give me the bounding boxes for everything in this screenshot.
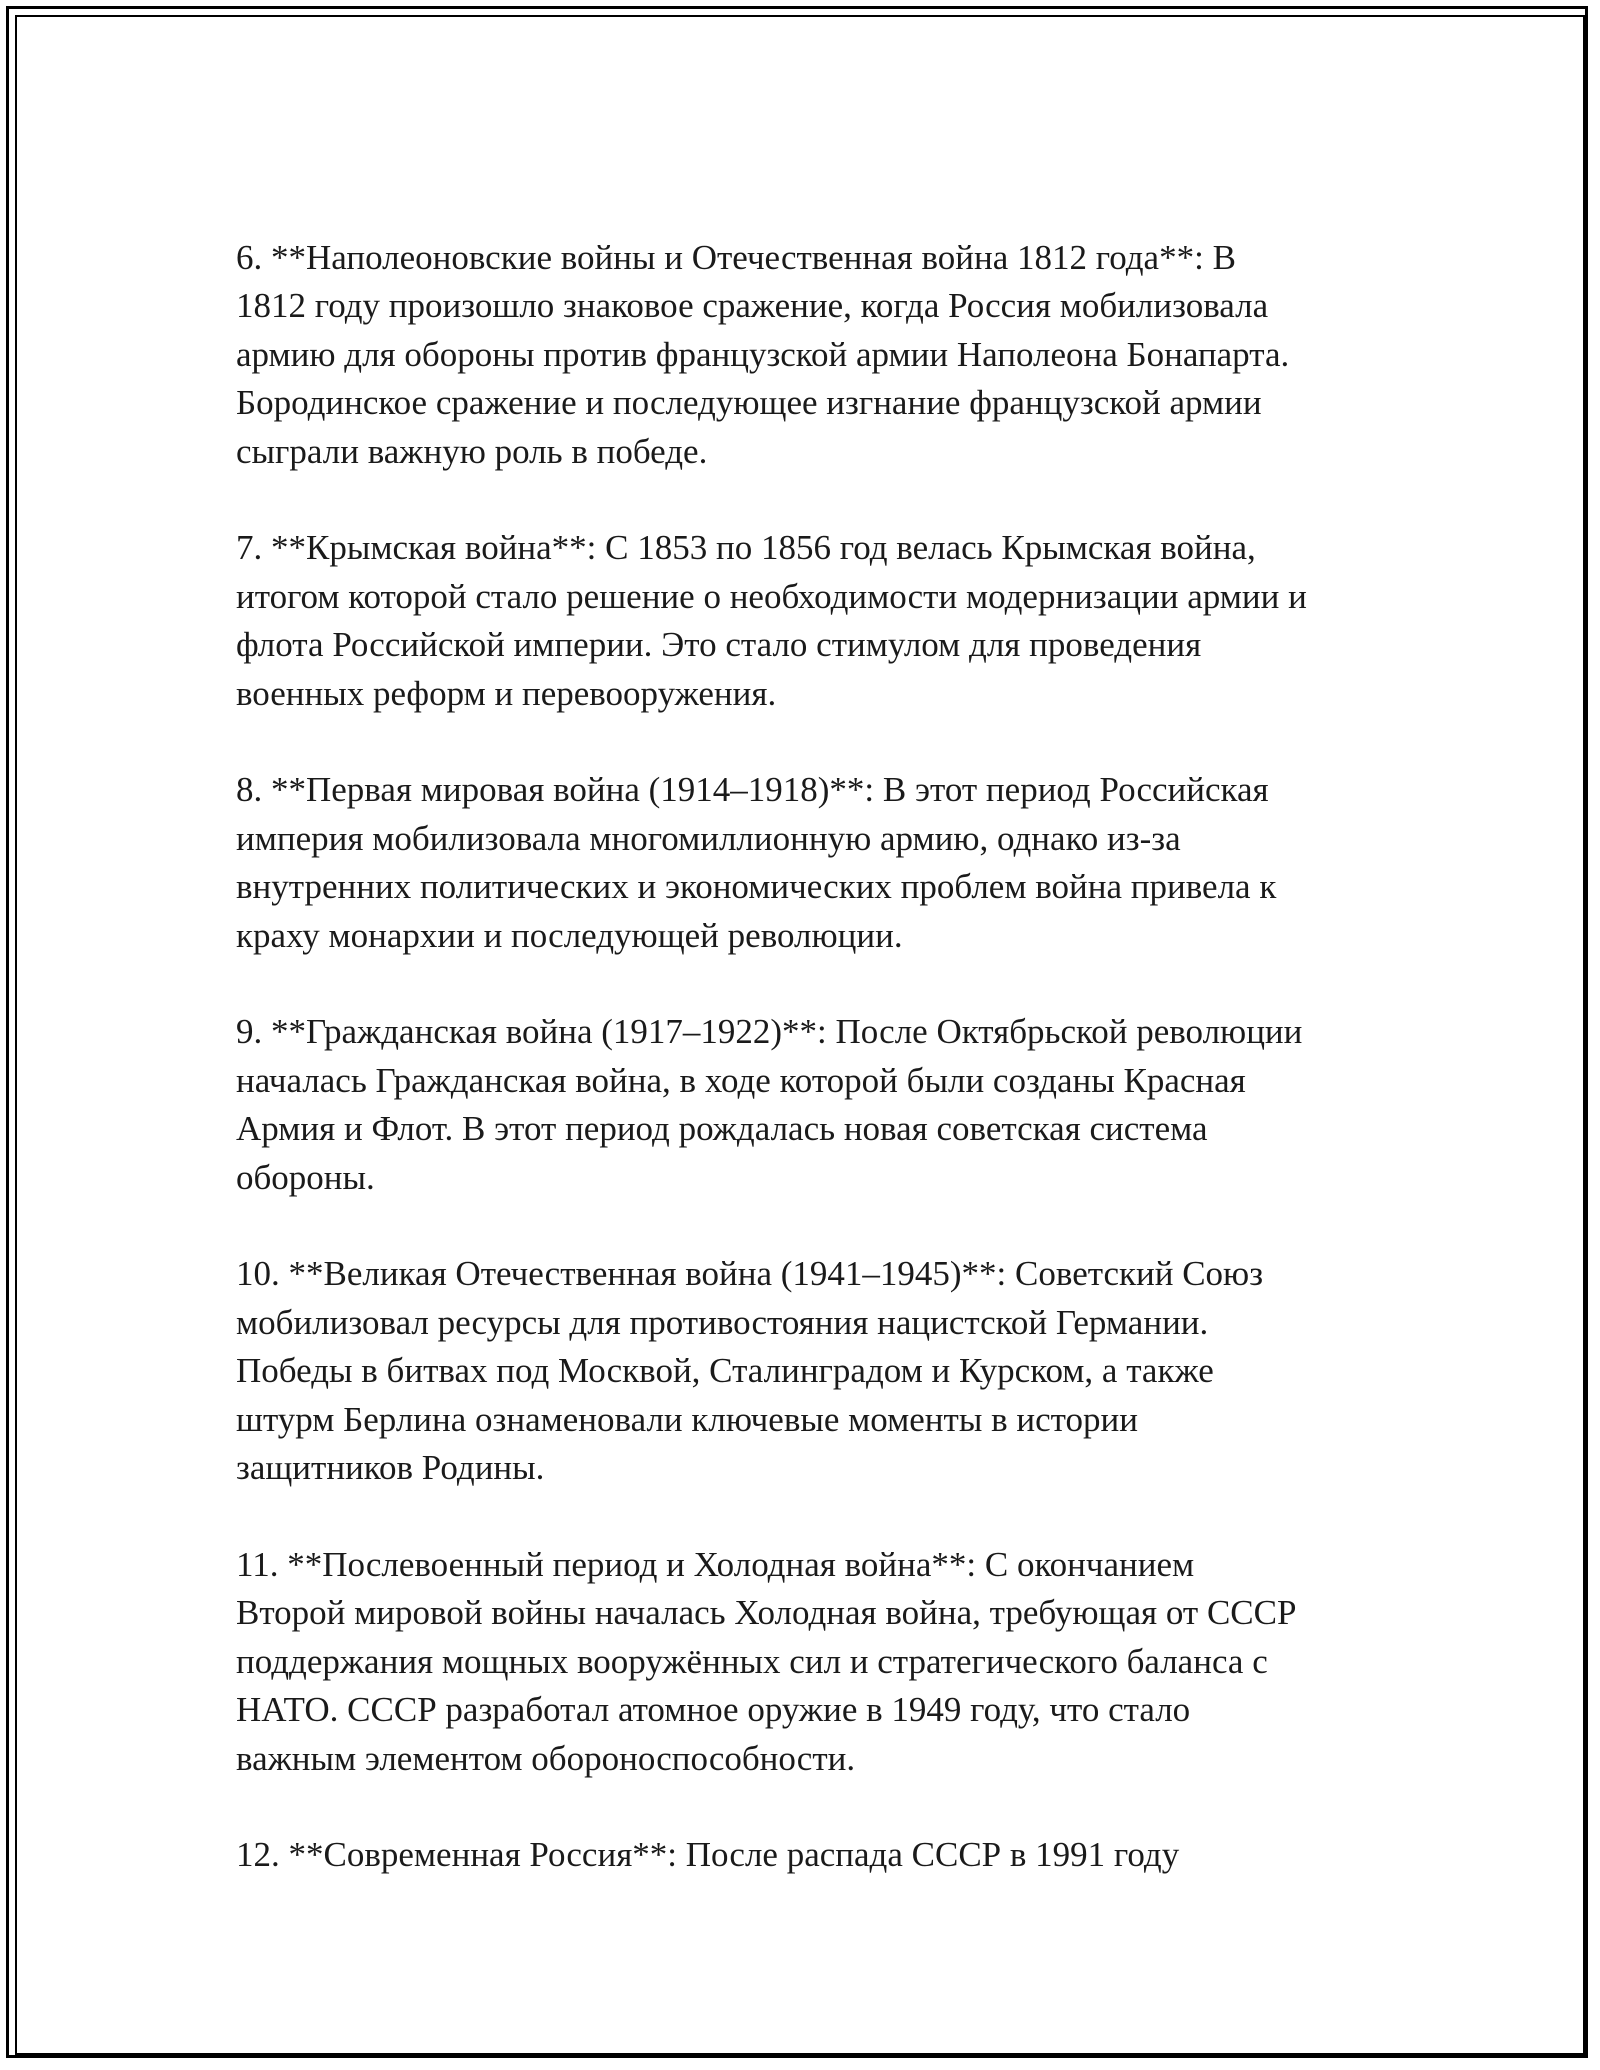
paragraph-7 — [236, 524, 1406, 718]
text-line: 10. **Великая Отечественная война (1941–1945)**: Советский Союз — [236, 1254, 1264, 1294]
text-line: 1812 году произошло знаковое сражение, когда Россия мобилизовала — [236, 286, 1269, 326]
text-line: НАТО. СССР разработал атомное оружие в 1949 году, что стало — [236, 1690, 1191, 1730]
text-line: сыграли важную роль в победе. — [236, 431, 708, 471]
text-line: Бородинское сражение и последующее изгнание французской армии — [236, 383, 1262, 423]
text-line: армию для обороны против французской армии Наполеона Бонапарта. — [236, 334, 1290, 374]
paragraph-8 — [236, 766, 1406, 960]
text-line: началась Гражданская война, в ходе которой были созданы Красная — [236, 1060, 1246, 1100]
document-body — [236, 234, 1406, 1928]
text-line: защитников Родины. — [236, 1448, 545, 1488]
text-line: 7. **Крымская война**: С 1853 по 1856 год велась Крымская война, — [236, 528, 1256, 568]
text-line: итогом которой стало решение о необходимости модернизации армии и — [236, 576, 1307, 616]
text-line: штурм Берлина ознаменовали ключевые моменты в истории — [236, 1399, 1138, 1439]
text-line: Армия и Флот. В этот период рождалась новая советская система — [236, 1109, 1208, 1149]
text-line: мобилизовал ресурсы для противостояния нацистской Германии. — [236, 1302, 1209, 1342]
paragraph-9 — [236, 1008, 1406, 1202]
text-line: 8. **Первая мировая война (1914–1918)**: В этот период Российская — [236, 770, 1269, 810]
text-line: 6. **Наполеоновские войны и Отечественная война 1812 года**: В — [236, 238, 1236, 277]
text-line: флота Российской империи. Это стало стимулом для проведения — [236, 625, 1202, 665]
paragraph-12 — [236, 1831, 1406, 1879]
text-line: краху монархии и последующей революции. — [236, 915, 903, 955]
text-line: 11. **Послевоенный период и Холодная война**: С окончанием — [236, 1544, 1195, 1584]
text-line: важным элементом обороноспособности. — [236, 1738, 856, 1778]
text-line: Победы в битвах под Москвой, Сталинградом и Курском, а также — [236, 1351, 1214, 1391]
text-line: империя мобилизовала многомиллионную армию, однако из-за — [236, 818, 1181, 858]
text-line: обороны. — [236, 1157, 375, 1197]
text-line: 9. **Гражданская война (1917–1922)**: После Октябрьской революции — [236, 1012, 1303, 1052]
text-line: 12. **Современная Россия**: После распада СССР в 1991 году — [236, 1835, 1180, 1875]
text-line: Второй мировой войны началась Холодная война, требующая от СССР — [236, 1593, 1297, 1633]
paragraph-11 — [236, 1541, 1406, 1783]
paragraph-10 — [236, 1250, 1406, 1492]
text-line: внутренних политических и экономических проблем война привела к — [236, 867, 1277, 907]
text-line: поддержания мощных вооружённых сил и стратегического баланса с — [236, 1641, 1268, 1681]
paragraph-6 — [236, 234, 1406, 476]
text-line: военных реформ и перевооружения. — [236, 673, 777, 713]
